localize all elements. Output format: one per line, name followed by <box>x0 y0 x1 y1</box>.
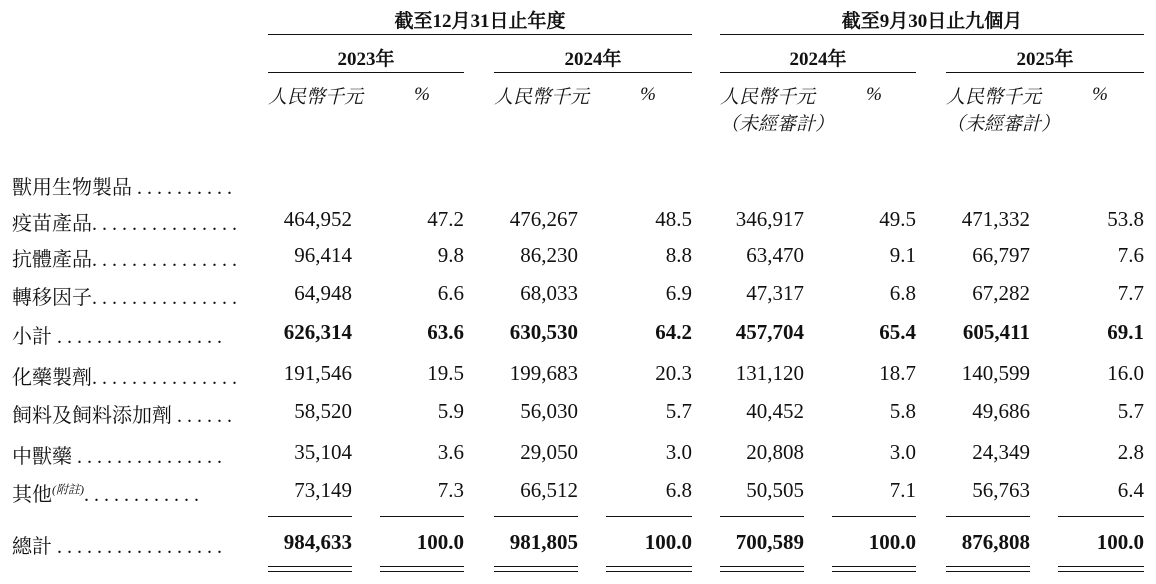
percent-cell: 16.0 <box>1107 361 1144 385</box>
unit-line: 人民幣千元 <box>494 87 590 108</box>
percent-cell: 9.8 <box>437 243 464 267</box>
percent-cell: 100.0 <box>416 530 464 554</box>
percent-cell: 100.0 <box>868 530 916 554</box>
percent-cell: 6.8 <box>665 478 692 502</box>
amount-cell: 66,797 <box>972 243 1030 267</box>
percent-cell: 6.8 <box>889 281 916 305</box>
row-label-vaccine: 疫苗產品. . . . . . . . . . . . . . . <box>12 213 237 235</box>
percent-cell: 5.9 <box>437 399 464 423</box>
amount-cell: 86,230 <box>520 243 578 267</box>
amount-cell: 464,952 <box>283 207 352 231</box>
amount-cell: 29,050 <box>520 440 578 464</box>
unit-line: 人民幣千元 <box>946 87 1042 108</box>
amount-cell: 457,704 <box>735 320 804 344</box>
row-label-others <box>12 478 199 507</box>
unit-line-2: （未經審計） <box>946 114 1061 135</box>
percent-cell: 18.7 <box>879 361 916 385</box>
pct-label: % <box>1092 84 1108 105</box>
amount-cell: 35,104 <box>294 440 352 464</box>
sum-rule <box>1058 516 1144 517</box>
percent-cell: 65.4 <box>879 320 916 344</box>
year-rule-2024-9m <box>720 72 916 73</box>
year-header-2023: 2023年 <box>337 49 395 70</box>
row-label-antibody: 抗體產品. . . . . . . . . . . . . . . <box>12 249 237 271</box>
amount-cell: 40,452 <box>746 399 804 423</box>
unit-line: 人民幣千元 <box>720 87 816 108</box>
amount-cell: 73,149 <box>294 478 352 502</box>
percent-cell: 64.2 <box>655 320 692 344</box>
sum-rule <box>380 516 464 517</box>
percent-cell: 5.8 <box>889 399 916 423</box>
others-text: 其他 <box>12 484 52 506</box>
percent-cell: 5.7 <box>1117 399 1144 423</box>
total-double-rule <box>946 566 1030 572</box>
percent-cell: 2.8 <box>1117 440 1144 464</box>
row-label-total: 總計 . . . . . . . . . . . . . . . . . <box>12 536 222 558</box>
amount-cell: 876,808 <box>961 530 1030 554</box>
sum-rule <box>832 516 916 517</box>
year-rule-2023 <box>268 72 464 73</box>
amount-cell: 56,030 <box>520 399 578 423</box>
year-header-2025-9m: 2025年 <box>1016 49 1074 70</box>
amount-cell: 63,470 <box>746 243 804 267</box>
sum-rule <box>720 516 804 517</box>
amount-cell: 630,530 <box>509 320 578 344</box>
percent-cell: 7.1 <box>889 478 916 502</box>
others-leader: . . . . . . . . . . . . <box>84 484 199 506</box>
percent-cell: 7.3 <box>437 478 464 502</box>
amount-cell: 47,317 <box>746 281 804 305</box>
percent-cell: 100.0 <box>1096 530 1144 554</box>
amount-cell: 605,411 <box>962 320 1030 344</box>
year-rule-2025-9m <box>946 72 1144 73</box>
row-label-tcm: 中獸藥 . . . . . . . . . . . . . . . <box>12 446 222 468</box>
unit-label <box>720 84 834 138</box>
amount-cell: 476,267 <box>509 207 578 231</box>
total-double-rule <box>720 566 804 572</box>
amount-cell: 626,314 <box>283 320 352 344</box>
amount-cell: 700,589 <box>735 530 804 554</box>
unit-line: 人民幣千元 <box>268 87 364 108</box>
total-double-rule <box>832 566 916 572</box>
percent-cell: 100.0 <box>644 530 692 554</box>
amount-cell: 984,633 <box>283 530 352 554</box>
note-marker: (附註) <box>52 482 84 497</box>
percent-cell: 7.7 <box>1117 281 1144 305</box>
amount-cell: 56,763 <box>972 478 1030 502</box>
amount-cell: 66,512 <box>520 478 578 502</box>
period-rule-fy <box>268 34 692 35</box>
percent-cell: 9.1 <box>889 243 916 267</box>
total-double-rule <box>268 566 352 572</box>
amount-cell: 68,033 <box>520 281 578 305</box>
sum-rule <box>494 516 578 517</box>
percent-cell: 69.1 <box>1107 320 1144 344</box>
row-label-feed: 飼料及飼料添加劑 . . . . . . <box>12 405 232 427</box>
year-rule-2024 <box>494 72 692 73</box>
total-double-rule <box>1058 566 1144 572</box>
row-label-transfer-factor: 轉移因子. . . . . . . . . . . . . . . <box>12 287 237 309</box>
amount-cell: 49,686 <box>972 399 1030 423</box>
amount-cell: 24,349 <box>972 440 1030 464</box>
period-rule-9m <box>720 34 1144 35</box>
percent-cell: 7.6 <box>1117 243 1144 267</box>
amount-cell: 67,282 <box>972 281 1030 305</box>
amount-cell: 199,683 <box>509 361 578 385</box>
amount-cell: 58,520 <box>294 399 352 423</box>
amount-cell: 140,599 <box>961 361 1030 385</box>
percent-cell: 53.8 <box>1107 207 1144 231</box>
amount-cell: 50,505 <box>746 478 804 502</box>
pct-label: % <box>414 84 430 105</box>
percent-cell: 3.0 <box>665 440 692 464</box>
total-double-rule <box>494 566 578 572</box>
row-label-chemical: 化藥製劑. . . . . . . . . . . . . . . <box>12 367 237 389</box>
row-label-veterinary-bio: 獸用生物製品 . . . . . . . . . . <box>12 177 232 199</box>
amount-cell: 20,808 <box>746 440 804 464</box>
unit-label <box>268 84 363 111</box>
amount-cell: 981,805 <box>509 530 578 554</box>
percent-cell: 6.4 <box>1117 478 1144 502</box>
total-double-rule <box>380 566 464 572</box>
amount-cell: 191,546 <box>283 361 352 385</box>
amount-cell: 131,120 <box>735 361 804 385</box>
pct-label: % <box>640 84 656 105</box>
sum-rule <box>946 516 1030 517</box>
percent-cell: 48.5 <box>655 207 692 231</box>
period-header-9m: 截至9月30日止九個月 <box>841 11 1023 32</box>
percent-cell: 6.6 <box>437 281 464 305</box>
row-label-subtotal: 小計 . . . . . . . . . . . . . . . . . <box>12 326 222 348</box>
unit-line-2: （未經審計） <box>720 114 835 135</box>
pct-label: % <box>866 84 882 105</box>
period-header-fy: 截至12月31日止年度 <box>394 11 566 32</box>
year-header-2024: 2024年 <box>564 49 622 70</box>
percent-cell: 49.5 <box>879 207 916 231</box>
percent-cell: 5.7 <box>665 399 692 423</box>
amount-cell: 346,917 <box>735 207 804 231</box>
percent-cell: 20.3 <box>655 361 692 385</box>
percent-cell: 47.2 <box>427 207 464 231</box>
percent-cell: 3.6 <box>437 440 464 464</box>
unit-label <box>946 84 1060 138</box>
amount-cell: 96,414 <box>294 243 352 267</box>
percent-cell: 19.5 <box>427 361 464 385</box>
percent-cell: 8.8 <box>665 243 692 267</box>
unit-label <box>494 84 589 111</box>
percent-cell: 63.6 <box>427 320 464 344</box>
sum-rule <box>606 516 692 517</box>
amount-cell: 471,332 <box>961 207 1030 231</box>
year-header-2024-9m: 2024年 <box>789 49 847 70</box>
percent-cell: 3.0 <box>889 440 916 464</box>
amount-cell: 64,948 <box>294 281 352 305</box>
sum-rule <box>268 516 352 517</box>
total-double-rule <box>606 566 692 572</box>
percent-cell: 6.9 <box>665 281 692 305</box>
